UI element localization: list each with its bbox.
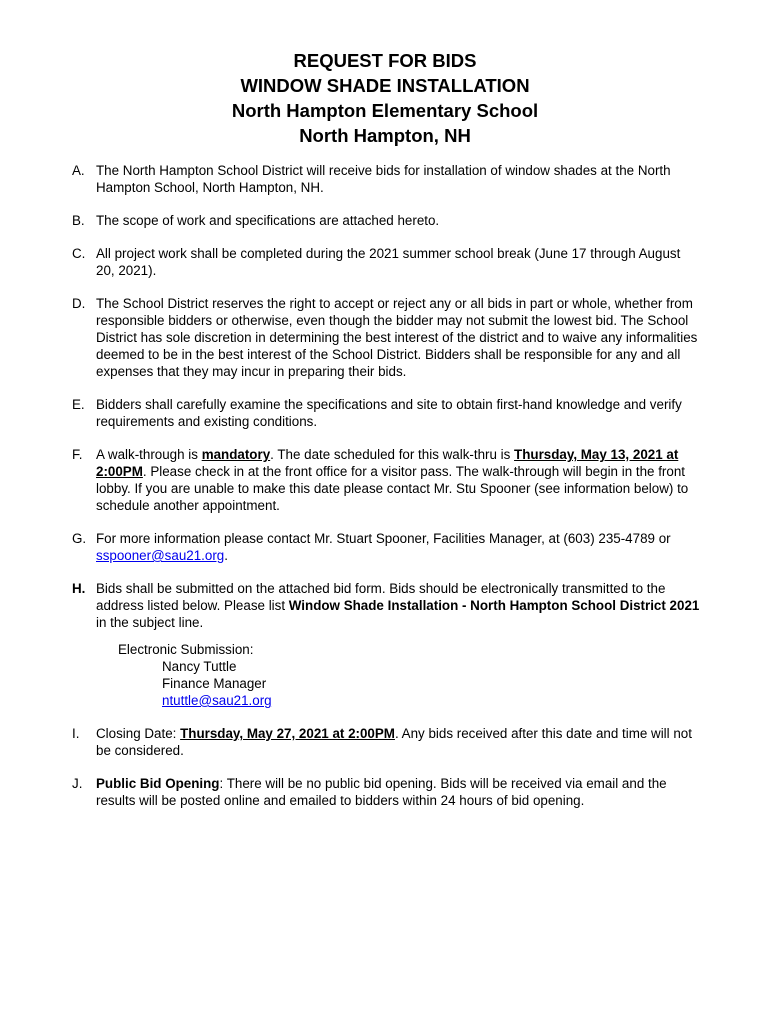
item-letter: E. (72, 397, 85, 412)
item-text-part: in the subject line. (96, 615, 204, 630)
submission-role: Finance Manager (162, 676, 267, 691)
item-text-part: . The date scheduled for this walk-thru is (270, 447, 515, 462)
closing-date: Thursday, May 27, 2021 at 2:00PM (180, 726, 395, 741)
subject-line-emphasis: Window Shade Installation - North Hampton School District 2021 (288, 598, 700, 613)
item-text: Bidders shall carefully examine the specifications and site to obtain first-hand knowledge and verify requirements and existing conditions. (96, 397, 682, 429)
item-letter: D. (72, 296, 86, 311)
bid-items-list (72, 162, 702, 825)
item-j (72, 775, 702, 809)
item-letter: I. (72, 726, 80, 741)
title-line-4: North Hampton, NH (299, 125, 471, 146)
item-d (72, 295, 702, 380)
mandatory-emphasis: mandatory (201, 447, 271, 462)
item-text: The scope of work and specifications are attached hereto. (96, 213, 440, 228)
item-text (96, 580, 702, 631)
title-line-2: WINDOW SHADE INSTALLATION (240, 75, 530, 96)
item-letter: H. (72, 581, 86, 596)
item-text (96, 775, 702, 809)
title-line-3: North Hampton Elementary School (231, 100, 539, 121)
item-text-part: . Any bids received after this date and time will not be considered. (96, 726, 692, 758)
item-text: All project work shall be completed during the 2021 summer school break (June 17 through August 20, 2021). (96, 246, 681, 278)
item-text: The School District reserves the right to accept or reject any or all bids in part or whole, whether from responsible bidders or otherwise, even though the bidder may not submit the lowest bid. The School District has sole discretion in determining the best interest of the district and to waive any informalities deemed to be in the best interest of the School District. Bidders shall be responsible for any and all expenses that they may incur in preparing their bids. (96, 296, 698, 379)
submission-name: Nancy Tuttle (162, 659, 237, 674)
item-e (72, 396, 702, 430)
item-letter: F. (72, 447, 83, 462)
item-text (96, 446, 702, 514)
submission-heading: Electronic Submission: (118, 642, 254, 657)
item-a (72, 162, 702, 196)
item-h (72, 580, 702, 631)
item-letter: G. (72, 531, 87, 546)
item-letter: J. (72, 776, 83, 791)
item-f (72, 446, 702, 514)
item-text-part: Closing Date: (96, 726, 181, 741)
item-letter: C. (72, 246, 86, 261)
spooner-email-link[interactable]: sspooner@sau21.org (96, 548, 225, 563)
item-letter: A. (72, 163, 85, 178)
submission-email-wrap (162, 692, 702, 709)
electronic-submission-block (118, 641, 702, 709)
item-text-part: . (224, 548, 228, 563)
item-i (72, 725, 702, 759)
item-text: The North Hampton School District will receive bids for installation of window shades at the North Hampton School, North Hampton, NH. (96, 163, 671, 195)
walkthrough-date: Thursday, May 13, 2021 at 2:00PM (96, 447, 679, 479)
item-text (96, 530, 702, 564)
item-letter: B. (72, 213, 85, 228)
item-text-part: . Please check in at the front office for a visitor pass. The walk-through will begin in the front lobby. If you are unable to make this date please contact Mr. Stu Spooner (see information below) to schedule another appointment. (96, 464, 689, 513)
item-text-part: A walk-through is (96, 447, 202, 462)
public-bid-opening-label: Public Bid Opening (96, 776, 220, 791)
item-text-part: For more information please contact Mr. Stuart Spooner, Facilities Manager, at (603) 235-4789 or (96, 531, 671, 546)
title-block (0, 48, 770, 148)
item-text (96, 725, 702, 759)
tuttle-email-link[interactable]: ntuttle@sau21.org (162, 693, 272, 708)
item-text-part: Bids shall be submitted on the attached bid form. Bids should be electronically transmitted to the address listed below. Please list (96, 581, 666, 613)
item-c (72, 245, 702, 279)
item-b (72, 212, 702, 229)
item-text-part: : There will be no public bid opening. Bids will be received via email and the results will be posted online and emailed to bidders within 24 hours of bid opening. (96, 776, 667, 808)
item-g (72, 530, 702, 564)
title-line-1: REQUEST FOR BIDS (293, 50, 477, 71)
